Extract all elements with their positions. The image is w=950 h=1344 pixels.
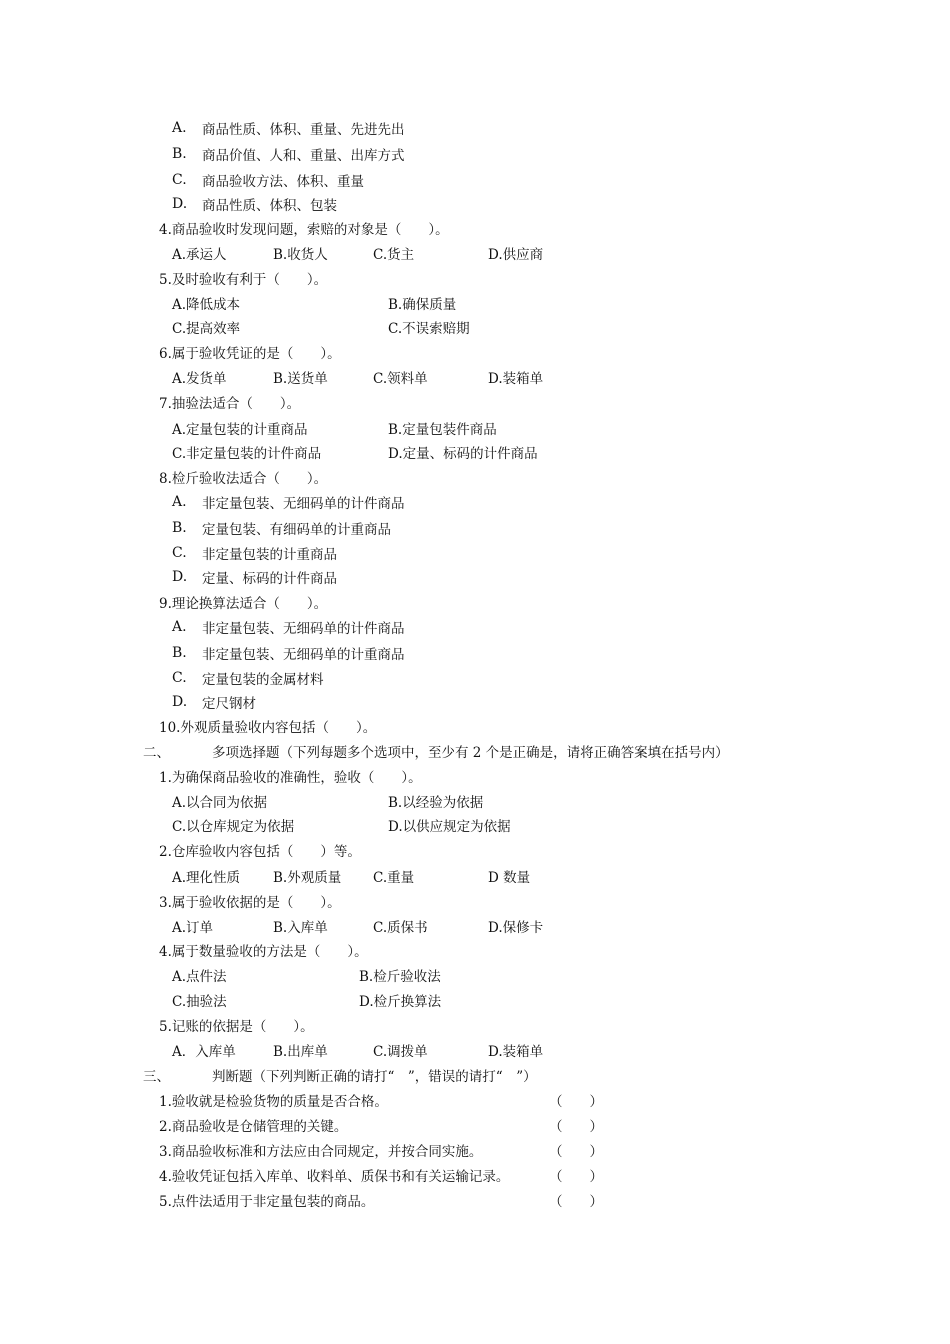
answer-option: A.定量包装的计重商品 — [172, 422, 308, 438]
section-heading: 判断题（下列判断正确的请打“ ”，错误的请打“ ”） — [212, 1069, 537, 1085]
question-text: 8.检斤验收法适合（ ）。 — [159, 471, 328, 487]
option-letter: A. — [172, 619, 187, 635]
answer-option: D.保修卡 — [488, 920, 544, 936]
answer-option: A．入库单 — [172, 1044, 236, 1060]
question-text: 2.仓库验收内容包括（ ）等。 — [159, 844, 361, 860]
answer-parentheses: （ ） — [549, 1119, 603, 1135]
answer-option: C.提高效率 — [172, 321, 241, 337]
answer-option: B.送货单 — [273, 371, 328, 387]
option-letter: B. — [172, 520, 187, 536]
statement-text: 1.验收就是检验货物的质量是否合格。 — [159, 1094, 388, 1110]
answer-parentheses: （ ） — [549, 1169, 603, 1185]
option-letter: D. — [172, 694, 188, 710]
answer-option: D.装箱单 — [488, 371, 544, 387]
option-text: 商品性质、体积、包装 — [202, 198, 337, 214]
statement-text: 2.商品验收是仓储管理的关键。 — [159, 1119, 348, 1135]
question-text: 3.属于验收依据的是（ ）。 — [159, 895, 341, 911]
answer-option: C.质保书 — [373, 920, 428, 936]
answer-option: C.领料单 — [373, 371, 428, 387]
option-letter: D. — [172, 569, 188, 585]
answer-option: D.以供应规定为依据 — [388, 819, 511, 835]
answer-option: A.以合同为依据 — [172, 795, 268, 811]
option-letter: D. — [172, 196, 188, 212]
answer-option: D.供应商 — [488, 247, 544, 263]
question-text: 6.属于验收凭证的是（ ）。 — [159, 346, 341, 362]
question-text: 9.理论换算法适合（ ）。 — [159, 596, 328, 612]
section-number: 二、 — [143, 745, 170, 761]
answer-parentheses: （ ） — [549, 1144, 603, 1160]
option-text: 非定量包装的计重商品 — [202, 547, 337, 563]
option-letter: A. — [172, 120, 187, 136]
option-text: 商品价值、人和、重量、出库方式 — [202, 148, 405, 164]
answer-option: B.出库单 — [273, 1044, 328, 1060]
option-text: 非定量包装、无细码单的计件商品 — [202, 496, 405, 512]
answer-option: C.调拨单 — [373, 1044, 428, 1060]
option-letter: B. — [172, 645, 187, 661]
option-letter: C. — [172, 545, 187, 561]
option-text: 商品验收方法、体积、重量 — [202, 174, 364, 190]
answer-option: C.非定量包装的计件商品 — [172, 446, 322, 462]
question-text: 5.记账的依据是（ ）。 — [159, 1019, 314, 1035]
question-text: 5.及时验收有利于（ ）。 — [159, 272, 328, 288]
answer-option: C.货主 — [373, 247, 415, 263]
answer-option: A.点件法 — [172, 969, 227, 985]
option-text: 定量包装、有细码单的计重商品 — [202, 522, 391, 538]
question-text: 4.属于数量验收的方法是（ ）。 — [159, 944, 368, 960]
answer-option: C.以仓库规定为依据 — [172, 819, 295, 835]
section-heading: 多项选择题（下列每题多个选项中，至少有 2 个是正确是，请将正确答案填在括号内） — [212, 745, 729, 761]
answer-option: C.不误索赔期 — [388, 321, 470, 337]
question-text: 4.商品验收时发现问题，索赔的对象是（ ）。 — [159, 222, 449, 238]
answer-option: C.抽验法 — [172, 994, 227, 1010]
option-text: 非定量包装、无细码单的计重商品 — [202, 647, 405, 663]
option-text: 商品性质、体积、重量、先进先出 — [202, 122, 405, 138]
option-text: 非定量包装、无细码单的计件商品 — [202, 621, 405, 637]
statement-text: 3.商品验收标准和方法应由合同规定，并按合同实施。 — [159, 1144, 483, 1160]
answer-option: B.以经验为依据 — [388, 795, 484, 811]
answer-option: C.重量 — [373, 870, 415, 886]
answer-option: A.承运人 — [172, 247, 227, 263]
statement-text: 5.点件法适用于非定量包装的商品。 — [159, 1194, 375, 1210]
answer-option: D.检斤换算法 — [359, 994, 442, 1010]
option-text: 定尺钢材 — [202, 696, 256, 712]
answer-option: B.检斤验收法 — [359, 969, 441, 985]
option-letter: C. — [172, 670, 187, 686]
question-text: 1.为确保商品验收的准确性，验收（ ）。 — [159, 770, 422, 786]
answer-option: D 数量 — [488, 870, 531, 886]
statement-text: 4.验收凭证包括入库单、收料单、质保书和有关运输记录。 — [159, 1169, 510, 1185]
answer-option: D.定量、标码的计件商品 — [388, 446, 538, 462]
answer-option: A.发货单 — [172, 371, 227, 387]
answer-option: B.确保质量 — [388, 297, 457, 313]
answer-option: B.外观质量 — [273, 870, 342, 886]
option-letter: B. — [172, 146, 187, 162]
answer-option: B.收货人 — [273, 247, 328, 263]
answer-option: B.入库单 — [273, 920, 328, 936]
option-letter: C. — [172, 172, 187, 188]
answer-option: A.降低成本 — [172, 297, 241, 313]
section-number: 三、 — [143, 1069, 170, 1085]
option-text: 定量、标码的计件商品 — [202, 571, 337, 587]
answer-option: D.装箱单 — [488, 1044, 544, 1060]
answer-parentheses: （ ） — [549, 1094, 603, 1110]
answer-option: B.定量包装件商品 — [388, 422, 497, 438]
answer-parentheses: （ ） — [549, 1194, 603, 1210]
answer-option: A.理化性质 — [172, 870, 241, 886]
option-text: 定量包装的金属材料 — [202, 672, 324, 688]
question-text: 10.外观质量验收内容包括（ ）。 — [159, 720, 377, 736]
question-text: 7.抽验法适合（ ）。 — [159, 396, 301, 412]
option-letter: A. — [172, 494, 187, 510]
answer-option: A.订单 — [172, 920, 214, 936]
